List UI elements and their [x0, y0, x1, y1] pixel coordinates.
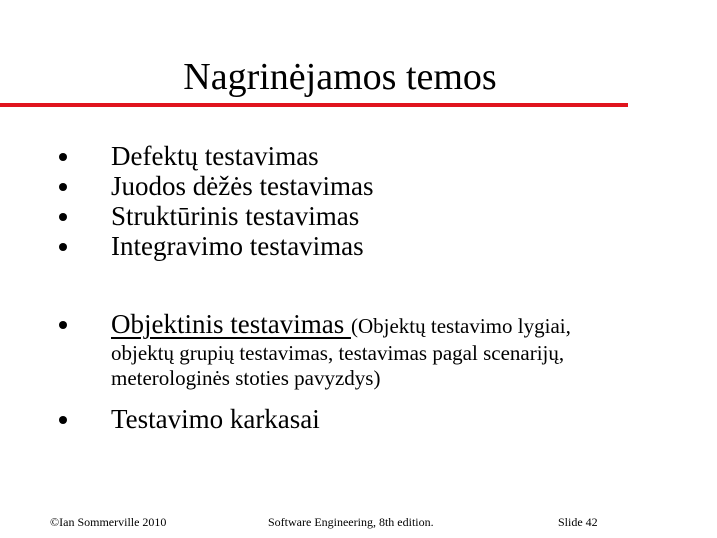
- bullet-icon: [59, 213, 67, 221]
- object-testing-note-line: meterologinės stoties pavyzdys): [111, 366, 381, 390]
- footer-slide-number: Slide 42: [558, 515, 598, 529]
- bullet-item-black-box-testing: Juodos dėžės testavimas: [111, 171, 374, 201]
- bullet-icon: [59, 153, 67, 161]
- bullet-item-structural-testing: Struktūrinis testavimas: [111, 201, 360, 231]
- slide-title: Nagrinėjamos temos: [183, 56, 497, 98]
- bullet-icon: [59, 321, 67, 329]
- footer-copyright: ©Ian Sommerville 2010: [50, 515, 167, 529]
- object-testing-note-line: objektų grupių testavimas, testavimas pagal scenarijų,: [111, 341, 565, 365]
- object-testing-note: (Objektų testavimo lygiai,: [350, 314, 571, 338]
- object-testing-label: Objektinis testavimas: [111, 309, 351, 339]
- bullet-item-object-testing: [111, 308, 571, 342]
- bullet-icon: [59, 243, 67, 251]
- bullet-icon: [59, 183, 67, 191]
- bullet-item-defect-testing: Defektų testavimas: [111, 141, 319, 171]
- bullet-item-testing-frameworks: Testavimo karkasai: [111, 404, 320, 434]
- bullet-icon: [59, 416, 67, 424]
- footer-book-title: Software Engineering, 8th edition.: [268, 515, 434, 529]
- bullet-item-integration-testing: Integravimo testavimas: [111, 231, 364, 261]
